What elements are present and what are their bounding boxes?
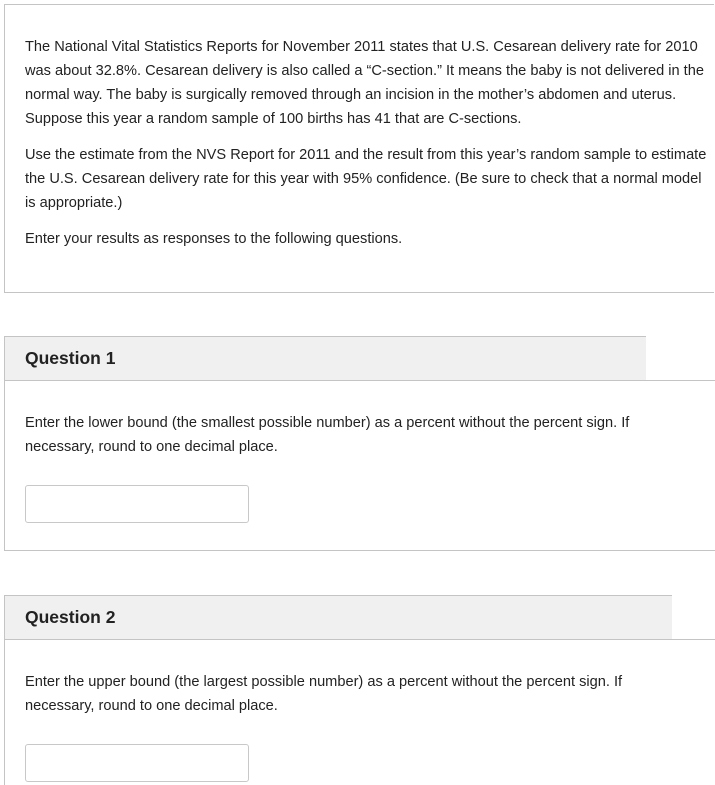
question-2-header [5, 595, 672, 640]
question-2-title: Question 2 [25, 607, 116, 627]
divider [5, 639, 715, 640]
question-2-body [5, 640, 715, 782]
divider [5, 380, 715, 381]
question-2-answer-input[interactable] [25, 744, 249, 782]
question-2-prompt: Enter the upper bound (the largest possible number) as a percent without the percent sign. If necessary, round to one decimal place. [25, 674, 623, 714]
intro-paragraph: The National Vital Statistics Reports for November 2011 states that U.S. Cesarean delivery rate for 2010 was about 32.8%. Cesarean delivery is also called a “C-section.” It means the baby is not delivered in the normal way. The baby is surgically removed through an incision in the mother’s abdomen and uterus. Suppose this year a random sample of 100 births has 41 that are C-sections. [25, 39, 704, 127]
question-2-panel [4, 595, 715, 785]
intro-paragraph: Enter your results as responses to the following questions. [25, 231, 403, 247]
question-1-answer-input[interactable] [25, 485, 249, 523]
question-1-title: Question 1 [25, 348, 116, 368]
question-1-prompt: Enter the lower bound (the smallest possible number) as a percent without the percent sign. If necessary, round to one decimal place. [25, 415, 630, 455]
question-1-body [5, 381, 715, 523]
question-1-header [5, 336, 646, 381]
question-1-panel [4, 336, 715, 551]
problem-statement [4, 4, 714, 293]
intro-paragraph: Use the estimate from the NVS Report for 2011 and the result from this year’s random sample to estimate the U.S. Cesarean delivery rate for this year with 95% confidence. (Be sure to check that a normal model is appropriate.) [25, 147, 707, 211]
